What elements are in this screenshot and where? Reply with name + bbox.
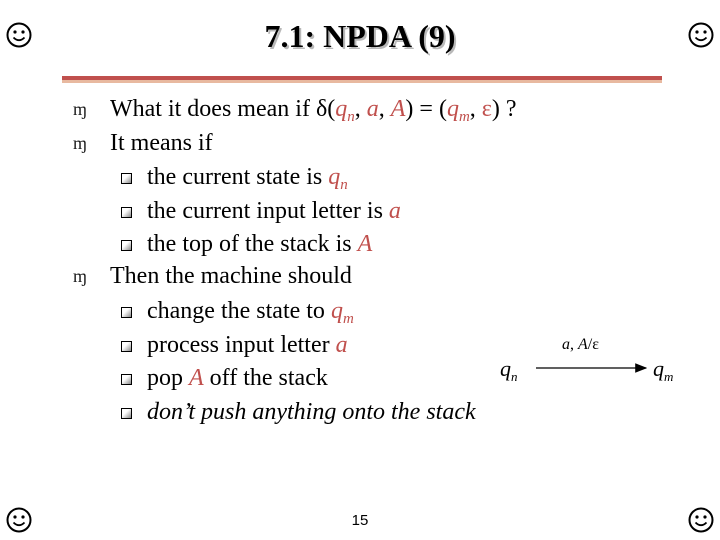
condition-input: the current input letter is a	[147, 198, 401, 224]
condition-stack: the top of the stack is A	[147, 231, 373, 257]
stack-A: A	[390, 96, 406, 122]
diagram-state-qm: $q_m$	[653, 356, 674, 384]
page-number: 15	[351, 512, 369, 529]
bullet-m-icon: ɱ	[73, 99, 88, 119]
it-means-line: It means if	[110, 130, 213, 156]
transition-label: a, A/ε	[562, 336, 599, 353]
bullet-m-icon: ɱ	[73, 133, 88, 153]
epsilon-symbol: ε	[481, 96, 492, 122]
action-no-push: don’t push anything onto the stack	[147, 399, 476, 425]
action-process-input: process input letter a	[147, 332, 348, 358]
state-qm: $q_m$	[446, 96, 470, 125]
slide-title: 7.1: NPDA (9)	[264, 18, 456, 54]
state-qn: $q_n$	[335, 96, 355, 125]
paren-open: (	[327, 96, 336, 122]
action-change-state: change the state to $q_m$	[147, 298, 354, 327]
question-line: What it does mean if $\delta(q_n$, a, $A) = (q_m$, ε) ?	[110, 96, 517, 125]
input-a: a	[366, 96, 379, 122]
action-pop: pop A off the stack	[147, 365, 328, 391]
bullet-m-icon: ɱ	[73, 266, 88, 286]
delta-symbol: δ	[315, 96, 328, 122]
question-prefix: What it does mean if	[110, 96, 316, 122]
condition-state: the current state is $q_n$	[147, 164, 348, 193]
then-line: Then the machine should	[110, 263, 352, 289]
diagram-state-qn: $q_n$	[500, 356, 518, 384]
